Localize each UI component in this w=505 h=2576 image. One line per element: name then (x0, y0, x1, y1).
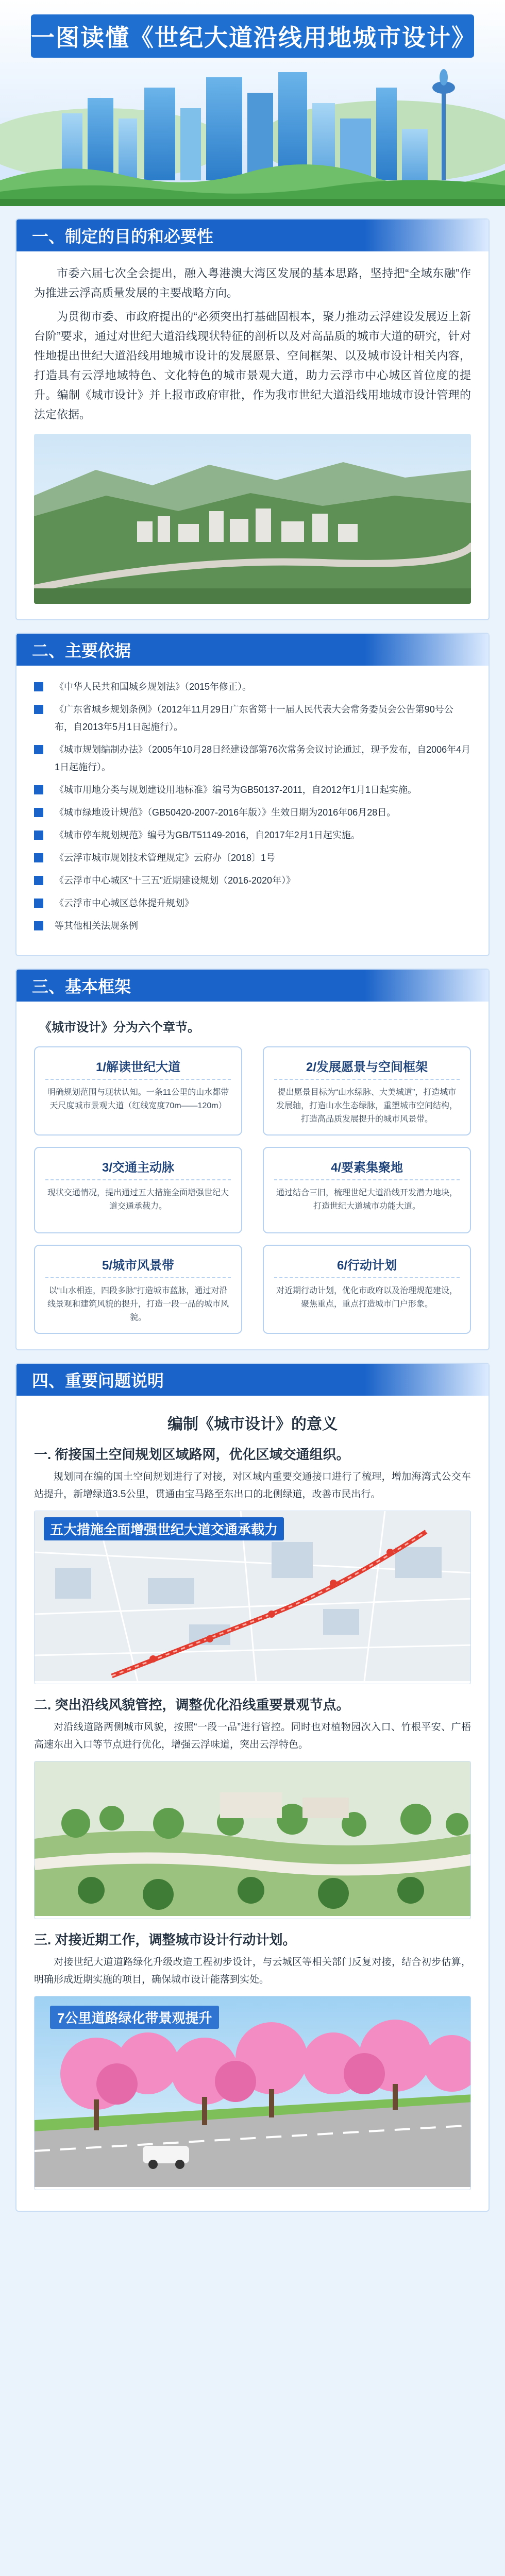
square-bullet-icon (34, 876, 43, 885)
point-text: 对沿线道路两侧城市风貌，按照“一段一品”进行管控。同时也对植物园次入口、竹根平安、广梧高速东出入口等节点进行优化，增强云浮味道，突出云浮特色。 (34, 1722, 471, 1750)
header-decoration (365, 634, 489, 666)
list-item: 《广东省城乡规划条例》（2012年11月29日广东省第十一届人民代表大会常务委员会公告第90号公布，自2013年5月1日起施行）。 (34, 701, 471, 736)
basis-list (34, 678, 471, 935)
list-item: 《城市用地分类与规划建设用地标准》编号为GB50137-2011，自2012年1月1日起实施。 (34, 781, 471, 799)
section-header (16, 970, 489, 1002)
square-bullet-icon (34, 853, 43, 862)
road-greening-render-figure (34, 1996, 471, 2190)
chapter-text: 明确规划范围与现状认知。一条11公里的山水都带天尺度城市景观大道（红线宽度70m——120m） (47, 1088, 229, 1110)
square-bullet-icon (34, 899, 43, 908)
chapter-card (34, 1147, 242, 1233)
section-title: 一、制定的目的和必要性 (32, 227, 214, 246)
list-item: 《云浮市城市规划技术管理规定》云府办〔2018〕1号 (34, 849, 471, 867)
figure-caption: 五大措施全面增强世纪大道交通承载力 (44, 1517, 284, 1540)
header-decoration (365, 970, 489, 1002)
chapter-card (34, 1046, 242, 1136)
section-framework (15, 969, 490, 1350)
list-item: 《城市规划编制办法》（2005年10月28日经建设部第76次常务会议讨论通过，现予发布，自2006年4月1日起施行）。 (34, 741, 471, 776)
section-header (16, 1364, 489, 1396)
chapter-title: 4/要素集聚地 (274, 1157, 460, 1180)
square-bullet-icon (34, 831, 43, 840)
square-bullet-icon (34, 745, 43, 754)
point-text: 规划同在编的国土空间规划进行了对接，对区域内重要交通接口进行了梳理，增加海湾式公交车站提升，新增绿道3.5公里，贯通由宝马路至东出口的北侧绿道，改善市民出行。 (34, 1471, 471, 1500)
chapter-text: 现状交通情况，提出通过五大措施全面增强世纪大道交通承载力。 (47, 1189, 229, 1211)
section-title: 二、主要依据 (32, 641, 131, 660)
chapter-title: 3/交通主动脉 (45, 1157, 231, 1180)
header-decoration (365, 219, 489, 251)
framework-intro: 《城市设计》分为六个章节。 (39, 1021, 200, 1035)
section-issues (15, 1363, 490, 2212)
chapter-card (263, 1046, 471, 1136)
chapter-text: 通过结合三旧，梳理世纪大道沿线开发潜力地块，打造世纪大道城市功能大道。 (276, 1189, 458, 1211)
issues-center-title: 编制《城市设计》的意义 (167, 1416, 338, 1433)
square-bullet-icon (34, 921, 43, 930)
chapter-title: 1/解读世纪大道 (45, 1057, 231, 1080)
figure-caption: 7公里道路绿化带景观提升 (50, 2006, 219, 2029)
square-bullet-icon (34, 785, 43, 794)
point-title: 一. 衔接国土空间规划区域路网，优化区域交通组织。 (34, 1447, 350, 1462)
aerial-city-photo (34, 434, 471, 604)
section-title: 四、重要问题说明 (32, 1371, 164, 1390)
paragraph: 市委六届七次全会提出，融入粤港澳大湾区发展的基本思路，坚持把“全域东融”作为推进云浮高质量发展的主要战略方向。 (34, 267, 471, 299)
footer-space (0, 2212, 505, 2227)
chapter-text: 提出愿景目标为“山水绿脉、大美城道”，打造城市发展轴，打造山水生态绿脉，重塑城市空间结构，打造高品质发展提升的城市风景带。 (276, 1088, 458, 1124)
chapter-title: 6/行动计划 (274, 1255, 460, 1278)
list-item: 《云浮市中心城区总体提升规划》 (34, 894, 471, 912)
page-title: 一图读懂《世纪大道沿线用地城市设计》 (31, 14, 474, 58)
chapter-text: 以“山水相连，四段多脉”打造城市蓝脉，通过对沿线景观和建筑风貌的提升，打造一段一品的城市风貌。 (47, 1286, 229, 1322)
section-purpose (15, 218, 490, 620)
square-bullet-icon (34, 705, 43, 714)
landscape-render-figure (34, 1761, 471, 1919)
chapter-card (263, 1245, 471, 1334)
city-skyline-illustration (0, 57, 505, 206)
header-decoration (365, 1364, 489, 1396)
chapter-title: 2/发展愿景与空间框架 (274, 1057, 460, 1080)
list-item: 《中华人民共和国城乡规划法》（2015年修正）。 (34, 678, 471, 696)
paragraph: 为贯彻市委、市政府提出的“必须突出打基础固根本，聚力推动云浮建设发展迈上新台阶”要求，通过对世纪大道沿线现状特征的剖析以及对高品质的城市大道的研究，针对性地提出世纪大道沿线用地城市设计的发展愿景、空间框架、以及城市设计相关内容，打造具有云浮地域特色、文化特色的城市景观大道，助力云浮市中心城区首位度的提升。编制《城市设计》并上报市政府审批，作为我市世纪大道沿线用地城市设计管理的法定依据。 (34, 310, 471, 421)
section-header (16, 634, 489, 666)
square-bullet-icon (34, 682, 43, 691)
section-header (16, 219, 489, 251)
list-item: 等其他相关法规条例 (34, 917, 471, 935)
section-basis (15, 633, 490, 956)
square-bullet-icon (34, 808, 43, 817)
chapter-card (263, 1147, 471, 1233)
traffic-map-figure (34, 1511, 471, 1684)
chapter-text: 对近期行动计划，优化市政府以及治理规范建设，聚焦重点，重点打造城市门户形象。 (276, 1286, 458, 1309)
chapter-title: 5/城市风景带 (45, 1255, 231, 1278)
point-text: 对接世纪大道道路绿化升级改造工程初步设计，与云城区等相关部门反复对接，结合初步估算，明确形成近期实施的项目，确保城市设计能落到实处。 (34, 1957, 471, 1985)
section-title: 三、基本框架 (32, 977, 131, 996)
point-title: 二. 突出沿线风貌管控，调整优化沿线重要景观节点。 (34, 1697, 350, 1713)
list-item: 《城市绿地设计规范》（GB50420-2007-2016年版）》生效日期为2016年06月28日。 (34, 804, 471, 821)
point-title: 三. 对接近期工作，调整城市设计行动计划。 (34, 1932, 296, 1947)
hero-banner (0, 0, 505, 206)
list-item: 《城市停车规划规范》编号为GB/T51149-2016，自2017年2月1日起实施。 (34, 826, 471, 844)
chapter-grid (34, 1046, 471, 1334)
chapter-card (34, 1245, 242, 1334)
list-item: 《云浮市中心城区“十三五”近期建设规划（2016-2020年）》 (34, 872, 471, 889)
